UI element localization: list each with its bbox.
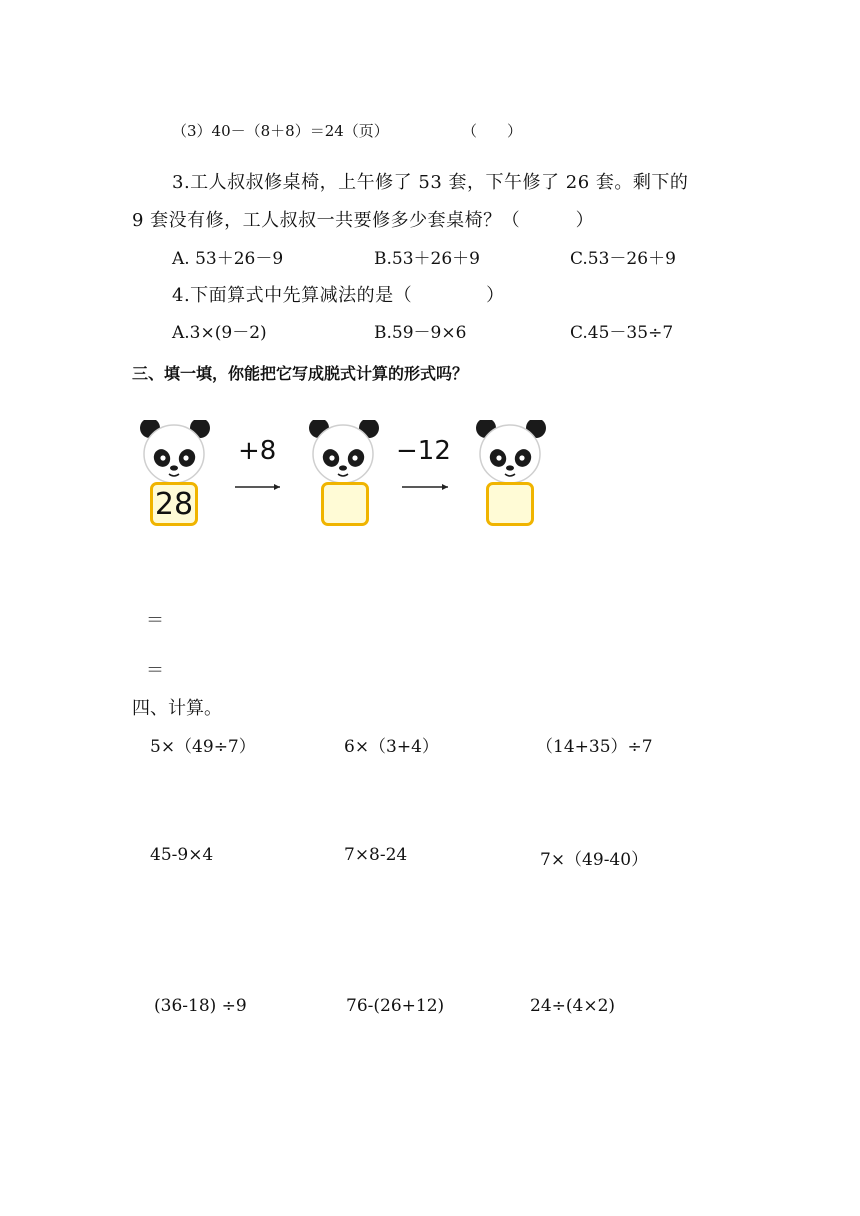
answer-box-2[interactable] — [486, 482, 534, 526]
expression: (36-18) ÷9 — [154, 996, 247, 1016]
panda-3-icon — [476, 420, 546, 483]
equals-line-2: ＝ — [146, 660, 164, 681]
expression: 45-9×4 — [150, 845, 214, 865]
expression: 6×（3+4） — [344, 737, 439, 757]
equals-line-1: ＝ — [146, 610, 164, 631]
expression: 7×8-24 — [344, 845, 408, 865]
sub-question-3: （3）40－（8＋8）＝24（页） — [172, 122, 389, 140]
arrow-2-icon — [402, 484, 448, 490]
expression: 24÷(4×2) — [530, 996, 616, 1016]
question-4: 4.下面算式中先算减法的是（ ） — [172, 285, 505, 306]
panda-2-icon — [309, 420, 379, 483]
answer-blank[interactable]: （ ） — [462, 122, 523, 140]
expression: （14+35）÷7 — [536, 737, 653, 757]
section-4-heading: 四、计算。 — [132, 698, 222, 719]
answer-box-1[interactable] — [321, 482, 369, 526]
operation-minus-label: −12 — [396, 436, 451, 466]
option-b[interactable]: B.59－9×6 — [374, 323, 467, 343]
expression: 7×（49-40） — [540, 850, 649, 870]
arrow-1-icon — [235, 484, 280, 490]
expression: 5×（49÷7） — [150, 737, 256, 757]
expression: 76-(26+12) — [346, 996, 445, 1016]
section-3-heading: 三、填一填，你能把它写成脱式计算的形式吗？ — [132, 364, 469, 383]
panda-1-icon — [140, 420, 210, 483]
question-3-line-1: 3.工人叔叔修桌椅，上午修了 53 套，下午修了 26 套。剩下的 — [172, 172, 689, 193]
start-value-box: 28 — [150, 482, 198, 526]
option-b[interactable]: B.53＋26＋9 — [374, 249, 480, 269]
operation-plus-label: +8 — [238, 436, 277, 466]
option-a[interactable]: A. 53＋26－9 — [172, 249, 284, 269]
option-c[interactable]: C.45－35÷7 — [570, 323, 674, 343]
option-c[interactable]: C.53－26＋9 — [570, 249, 676, 269]
option-a[interactable]: A.3×(9－2) — [172, 323, 267, 343]
question-3-line-2: 9 套没有修，工人叔叔一共要修多少套桌椅？（ ） — [132, 210, 595, 231]
